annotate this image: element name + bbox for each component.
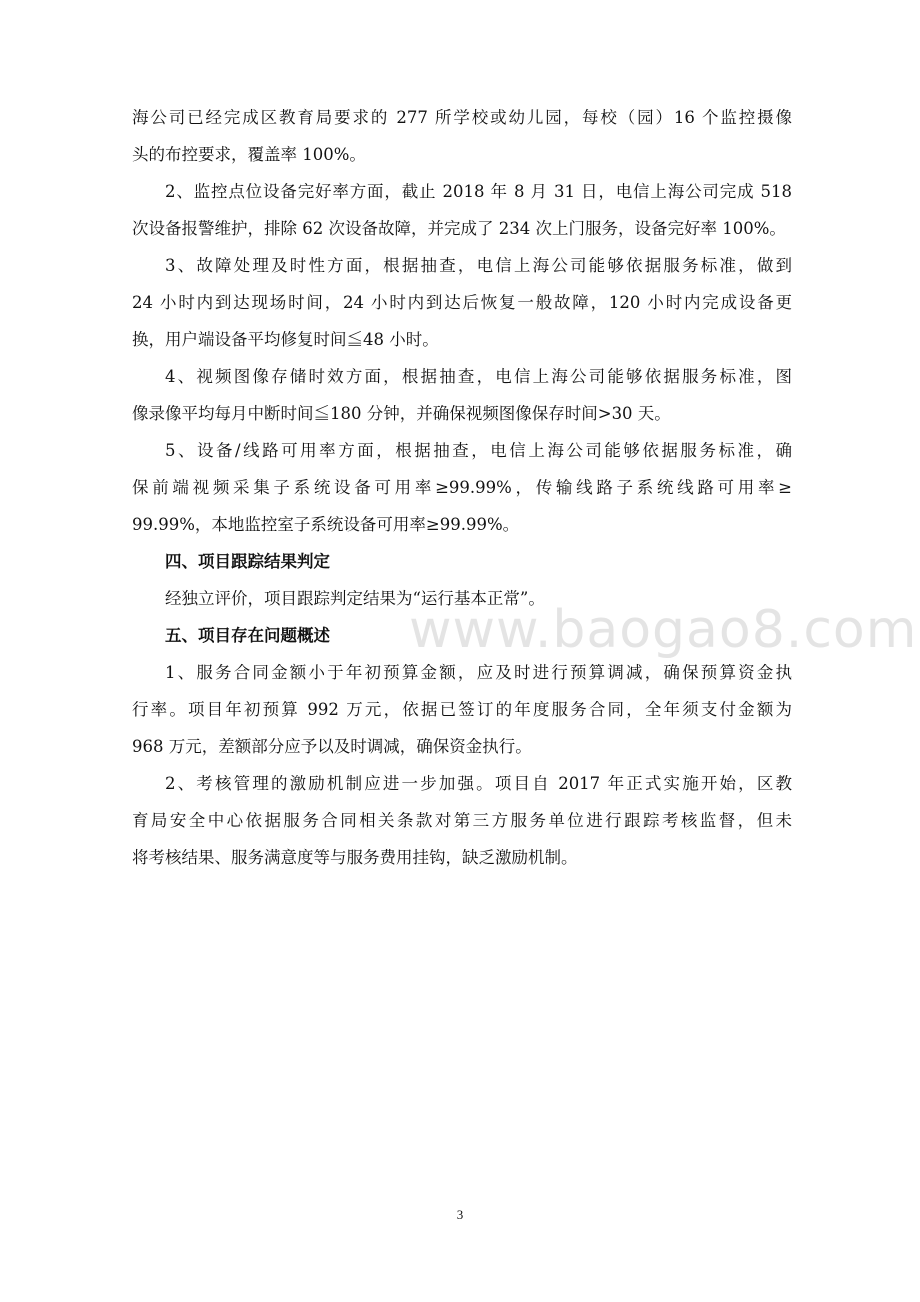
text-line: 头的布控要求，覆盖率 100%。: [132, 145, 366, 164]
text-line: 五、项目存在问题概述: [165, 626, 330, 645]
section-heading: [132, 543, 792, 580]
text-line: 2、考核管理的激励机制应进一步加强。项目自 2017 年正式实施开始，区教: [165, 774, 792, 793]
body-paragraph: [132, 654, 792, 765]
section-heading: [132, 617, 792, 654]
body-paragraph: [132, 580, 792, 617]
text-line: 99.99%，本地监控室子系统设备可用率≥99.99%。: [132, 515, 520, 534]
text-line: 海公司已经完成区教育局要求的 277 所学校或幼儿园，每校（园）16 个监控摄像: [132, 108, 792, 127]
body-paragraph: [132, 765, 792, 876]
text-line: 保前端视频采集子系统设备可用率≥99.99%，传输线路子系统线路可用率≥: [132, 478, 792, 497]
text-line: 换，用户端设备平均修复时间≦48 小时。: [132, 330, 439, 349]
text-line: 4、视频图像存储时效方面，根据抽查，电信上海公司能够依据服务标准，图: [165, 367, 792, 386]
document-body: [132, 99, 792, 876]
text-line: 经独立评价，项目跟踪判定结果为“运行基本正常”。: [165, 589, 545, 608]
body-paragraph: [132, 432, 792, 543]
text-line: 968 万元，差额部分应予以及时调减，确保资金执行。: [132, 737, 532, 756]
text-line: 24 小时内到达现场时间，24 小时内到达后恢复一般故障，120 小时内完成设备更: [132, 293, 792, 312]
watermark: www.baogao8.com: [409, 600, 918, 660]
text-line: 1、服务合同金额小于年初预算金额，应及时进行预算调减，确保预算资金执: [165, 663, 792, 682]
body-paragraph: [132, 247, 792, 358]
text-line: 3、故障处理及时性方面，根据抽查，电信上海公司能够依据服务标准，做到: [165, 256, 792, 275]
text-line: 次设备报警维护，排除 62 次设备故障，并完成了 234 次上门服务，设备完好率 100%。: [132, 219, 786, 238]
body-paragraph: [132, 99, 792, 173]
text-line: 行率。项目年初预算 992 万元，依据已签订的年度服务合同，全年须支付金额为: [132, 700, 792, 719]
text-line: 育局安全中心依据服务合同相关条款对第三方服务单位进行跟踪考核监督，但未: [132, 811, 792, 830]
text-line: 四、项目跟踪结果判定: [165, 552, 330, 571]
text-line: 5、设备/线路可用率方面，根据抽查，电信上海公司能够依据服务标准，确: [165, 441, 792, 460]
text-line: 像录像平均每月中断时间≦180 分钟，并确保视频图像保存时间>30 天。: [132, 404, 671, 423]
body-paragraph: [132, 358, 792, 432]
page-number: 3: [456, 1207, 464, 1222]
text-line: 2、监控点位设备完好率方面，截止 2018 年 8 月 31 日，电信上海公司完成 518: [165, 182, 792, 201]
text-line: 将考核结果、服务满意度等与服务费用挂钩，缺乏激励机制。: [132, 848, 578, 867]
body-paragraph: [132, 173, 792, 247]
